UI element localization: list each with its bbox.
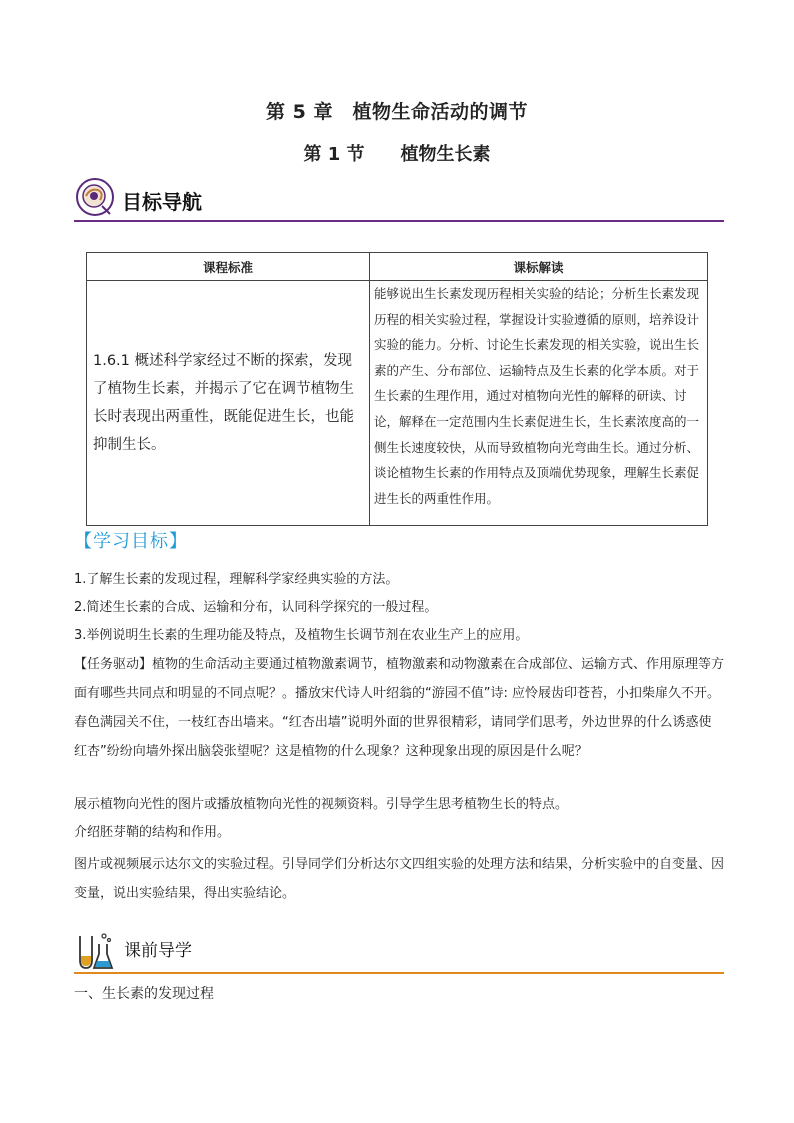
task-paragraph: 图片或视频展示达尔文的实验过程。引导同学们分析达尔文四组实验的处理方法和结果，分析实验中的自变量、因变量，说出实验结果，得出实验结论。	[74, 857, 725, 901]
prestudy-section-label: 课前导学	[124, 941, 192, 961]
task-paragraph: 介绍胚芽鞘的结构和作用。	[74, 825, 231, 840]
section-title: 第 1 节 植物生长素	[303, 144, 491, 165]
table-row	[87, 281, 708, 526]
prestudy-first-item: 一、生长素的发现过程	[74, 986, 214, 1002]
lab-flask-icon	[74, 930, 116, 972]
task-driver-paragraph: 【任务驱动】植物的生命活动主要通过植物激素调节，植物激素和动物激素在合成部位、运输方式、作用原理等方面有哪些共同点和明显的不同点呢？。播放宋代诗人叶绍翁的“游园不值”诗: 应怜屐齿印苍苔，小扣柴扉久不开。春色满园关不住，一枝红杏出墙来。“红杏出墙”说明外面的世界很精彩，请同学们思考，外边世界的什么诱惑使红杏”纷纷向墙外探出脑袋张望呢？这是植物的什么现象？这种现象出现的原因是什么呢？	[74, 657, 725, 759]
brain-gear-icon	[74, 176, 116, 218]
learning-goal-item: 1.了解生长素的发现过程，理解科学家经典实验的方法。	[74, 572, 399, 587]
chapter-title: 第 5 章 植物生命活动的调节	[266, 101, 528, 123]
prestudy-section-header	[74, 930, 724, 974]
learning-goal-item: 3.举例说明生长素的生理功能及特点，及植物生长调节剂在农业生产上的应用。	[74, 628, 529, 643]
table-header-row	[87, 253, 708, 281]
learning-goals-heading: 【学习目标】	[74, 531, 188, 552]
curriculum-standards-table	[86, 252, 708, 526]
learning-goal-item: 2.简述生长素的合成、运输和分布，认同科学探究的一般过程。	[74, 600, 438, 615]
nav-section-header	[74, 176, 724, 222]
nav-section-label: 目标导航	[122, 190, 202, 214]
task-paragraph: 展示植物向光性的图片或播放植物向光性的视频资料。引导学生思考植物生长的特点。	[74, 797, 569, 812]
table-header-standard: 课程标准	[87, 253, 370, 281]
interpretation-cell: 能够说出生长素发现历程相关实验的结论；分析生长素发现历程的相关实验过程，掌握设计实验遵循的原则，培养设计实验的能力。分析、讨论生长素发现的相关实验，说出生长素的产生、分布部位、运输特点及生长素的化学本质。对于生长素的生理作用，通过对植物向光性的解释的研读、讨论，解释在一定范围内生长素促进生长，生长素浓度高的一侧生长速度较快，从而导致植物向光弯曲生长。通过分析、谈论植物生长素的作用特点及顶端优势现象，理解生长素促进生长的两重性作用。	[370, 281, 708, 526]
table-header-interpretation: 课标解读	[370, 253, 708, 281]
standard-cell: 1.6.1 概述科学家经过不断的探索，发现了植物生长素，并揭示了它在调节植物生长时表现出两重性，既能促进生长，也能抑制生长。	[87, 281, 370, 526]
